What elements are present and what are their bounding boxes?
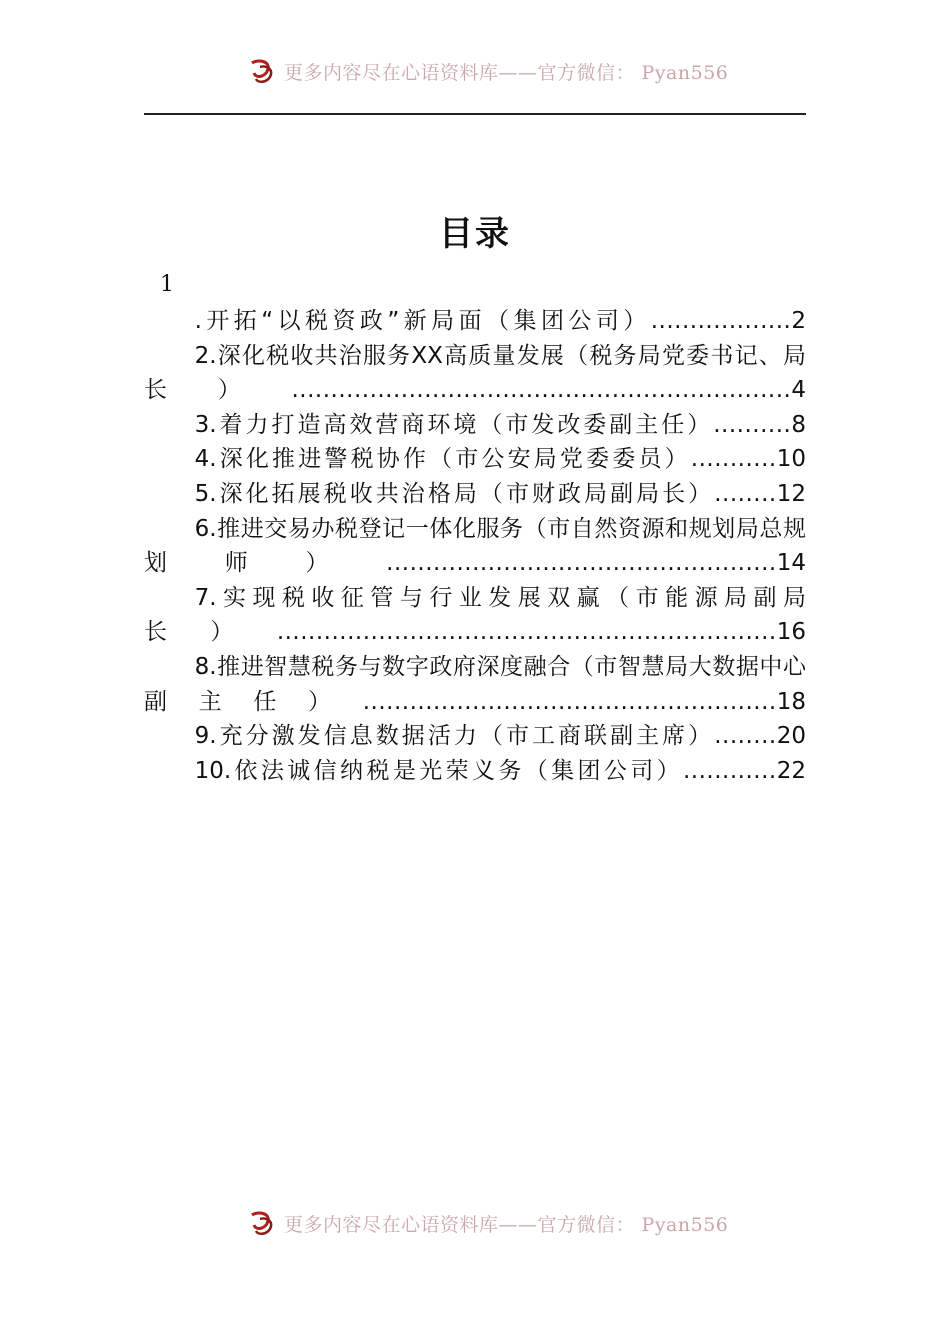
toc-entry-label: 7.实现税收征管与行业发展双赢（市能源局副局长） <box>144 584 806 646</box>
toc-entry-label: 9.充分激发信息数据活力（市工商联副主席） <box>194 723 715 750</box>
toc-entry-label: 8.推进智慧税务与数字政府深度融合（市智慧局大数据中心副主任） <box>144 653 806 715</box>
toc-entry-page: 10 <box>776 446 806 473</box>
toc-entry-page: 2 <box>791 308 806 334</box>
toc-entry-page: 22 <box>776 757 806 784</box>
toc-entry-label: .开拓“以税资政”新局面（集团公司） <box>194 308 651 334</box>
toc-entry-leader: .................. <box>650 308 792 334</box>
toc-entry[interactable] <box>144 477 806 512</box>
toc-entry[interactable] <box>144 650 806 719</box>
table-of-contents <box>144 304 806 788</box>
header-rule <box>144 113 806 115</box>
toc-entry[interactable] <box>144 512 806 581</box>
stray-number: 1 <box>160 272 174 297</box>
toc-entry-label: 10.依法诚信纳税是光荣义务（集团公司） <box>194 757 683 784</box>
toc-entry-page: 12 <box>776 480 806 507</box>
banner-text: 更多内容尽在心语资料库——官方微信： Pyan556 <box>284 61 729 84</box>
toc-entry-leader: ................................................................ <box>276 619 777 646</box>
toc-entry-leader: ..................................................... <box>362 688 777 715</box>
toc-entry-label: 6.推进交易办税登记一体化服务（市自然资源和规划局总规划师） <box>144 515 806 577</box>
toc-title: 目录 <box>439 214 511 254</box>
toc-entry-page: 16 <box>776 619 806 646</box>
toc-entry[interactable] <box>144 442 806 477</box>
toc-entry-leader: ............ <box>682 757 777 784</box>
toc-entry-label: 4.深化推进警税协作（市公安局党委委员） <box>194 446 691 473</box>
toc-entry-leader: ........ <box>714 723 777 750</box>
logo-icon <box>248 1209 278 1237</box>
toc-entry-label: 2.深化税收共治服务XX高质量发展（税务局党委书记、局长） <box>144 342 806 404</box>
logo-icon <box>248 57 278 85</box>
header-banner <box>248 56 728 86</box>
toc-entry[interactable] <box>144 304 806 339</box>
toc-entry-page: 20 <box>776 723 806 750</box>
toc-entry-label: 3.着力打造高效营商环境（市发改委副主任） <box>194 411 714 438</box>
toc-entry[interactable] <box>144 754 806 789</box>
toc-entry-page: 18 <box>776 688 806 715</box>
toc-entry[interactable] <box>144 719 806 754</box>
toc-entry[interactable] <box>144 339 806 408</box>
toc-entry[interactable] <box>144 581 806 650</box>
footer-banner <box>248 1208 728 1238</box>
toc-entry-page: 4 <box>791 377 806 404</box>
toc-entry-leader: ................................................................ <box>291 377 792 404</box>
toc-entry-leader: .................................................. <box>386 550 777 577</box>
banner-text: 更多内容尽在心语资料库——官方微信： Pyan556 <box>284 1213 729 1236</box>
toc-entry-leader: .......... <box>713 411 792 438</box>
toc-entry-page: 8 <box>791 411 806 438</box>
toc-entry-leader: ........... <box>690 446 777 473</box>
toc-entry-leader: ........ <box>714 480 777 507</box>
toc-entry-page: 14 <box>776 550 806 577</box>
toc-entry[interactable] <box>144 408 806 443</box>
toc-entry-label: 5.深化拓展税收共治格局（市财政局副局长） <box>194 480 715 507</box>
